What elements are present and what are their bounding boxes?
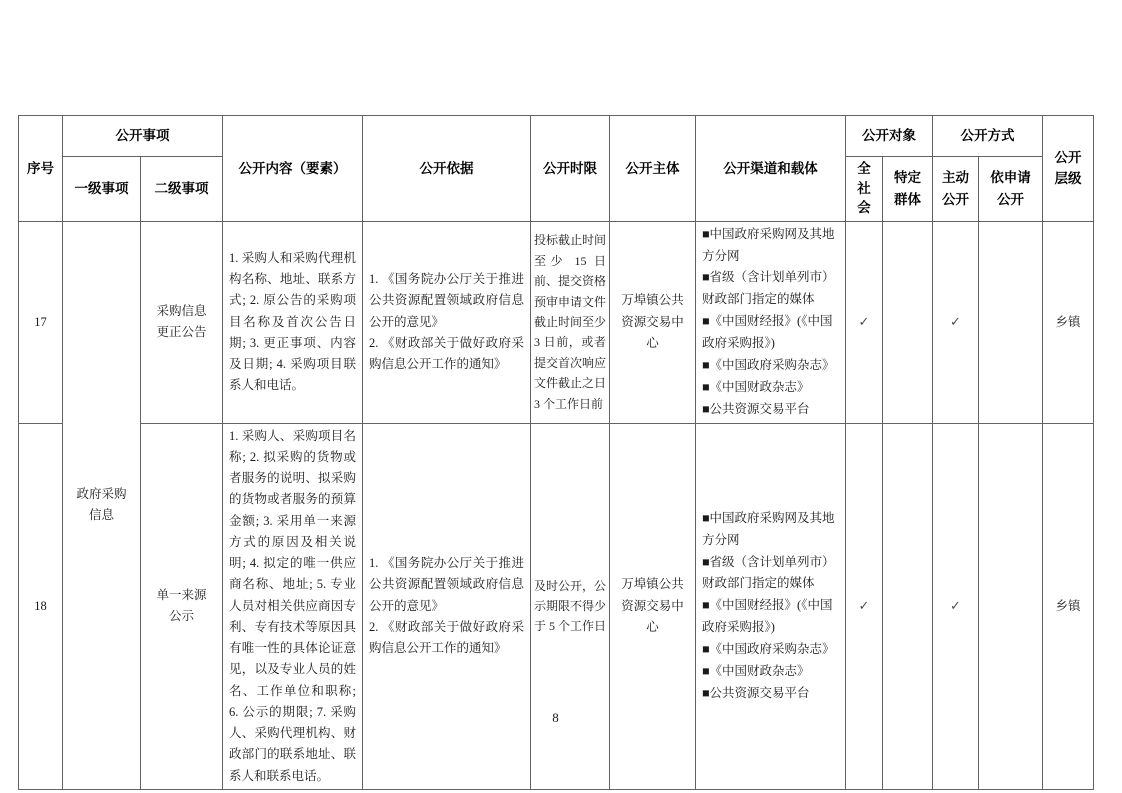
cell-audience-public-17 [846,221,883,423]
header-audience-public-label: 全社会 [857,161,871,216]
channel-item: ■《中国政府采购杂志》 [702,357,835,372]
channel-item: ■中国政府采购网及其地方分网 [702,510,835,547]
cell-method-on-request-18 [979,423,1043,789]
checkmark-icon: ✓ [858,314,870,330]
cell-level-17: 乡镇 [1043,221,1094,423]
header-content: 公开内容（要素） [223,116,363,222]
cell-time-limit-18: 及时公开，公示期限不得少于 5 个工作日 [531,423,610,789]
cell-item-l2-18 [141,423,223,789]
item-l2-label-17: 采购信息更正公告 [156,303,207,340]
header-item-level2: 二级事项 [141,157,223,222]
channel-item: ■《中国财经报》(《中国政府采购报》) [702,314,833,351]
cell-method-on-request-17 [979,221,1043,423]
checkmark-icon: ✓ [950,314,961,330]
channel-item: ■《中国财政杂志》 [702,379,810,394]
cell-audience-public-18 [846,423,883,789]
cell-content-17: 1. 采购人和采购代理机构名称、地址、联系方式; 2. 原公告的采购项目名称及首次公告日期; 3. 更正事项、内容及日期; 4. 采购项目联系人和电话。 [223,221,363,423]
checkmark-icon: ✓ [858,598,870,614]
channel-item: ■《中国政府采购杂志》 [702,642,835,657]
header-audience-public [846,157,883,222]
cell-time-limit-17: 投标截止时间至少 15 日前、提交资格预审申请文件截止时间至少 3 日前，或者提交首次响应文件截止之日 3 个工作日前 [531,221,610,423]
header-item-level1: 一级事项 [63,157,141,222]
basis-item: 2. 《财政部关于做好政府采购信息公开工作的通知》 [369,335,524,372]
cell-channels-18 [696,423,846,789]
cell-subject-17: 万埠镇公共资源交易中心 [610,221,696,423]
header-level-label: 公开层级 [1054,149,1082,187]
header-audience-group: 公开对象 [846,116,933,157]
cell-method-proactive-17 [933,221,979,423]
basis-item: 1. 《国务院办公厅关于推进公共资源配置领域政府信息公开的意见》 [369,272,524,329]
item-l2-label-18: 单一来源公示 [156,587,207,624]
checkmark-icon: ✓ [950,598,961,614]
channel-item: ■《中国财经报》(《中国政府采购报》) [702,598,833,635]
basis-item: 1. 《国务院办公厅关于推进公共资源配置领域政府信息公开的意见》 [369,556,524,613]
header-method-proactive [933,157,979,222]
cell-subject-18: 万埠镇公共资源交易中心 [610,423,696,789]
cell-level-18: 乡镇 [1043,423,1094,789]
header-basis: 公开依据 [363,116,531,222]
cell-item-l2-17 [141,221,223,423]
header-method-group: 公开方式 [933,116,1043,157]
cell-basis-18 [363,423,531,789]
header-audience-specific-label: 特定群体 [894,170,921,207]
cell-audience-specific-17 [883,221,933,423]
item-l1-label: 政府采购信息 [76,487,127,523]
channel-item: ■公共资源交易平台 [702,685,810,700]
header-channels: 公开渠道和载体 [696,116,846,222]
header-serial-number: 序号 [19,116,63,222]
header-audience-specific [883,157,933,222]
disclosure-table-container [18,115,1094,790]
cell-item-l1-merged [63,221,141,789]
header-method-on-request [979,157,1043,222]
channel-item: ■省级（含计划单列市）财政部门指定的媒体 [702,270,835,307]
cell-audience-specific-18 [883,423,933,789]
page-number: 8 [552,710,559,725]
header-subject: 公开主体 [610,116,696,222]
cell-serial-17: 17 [19,221,63,423]
disclosure-table [18,115,1094,790]
channel-item: ■中国政府采购网及其地方分网 [702,226,835,263]
header-method-proactive-label: 主动公开 [942,170,969,207]
cell-serial-18: 18 [19,423,63,789]
cell-content-18: 1. 采购人、采购项目名称; 2. 拟采购的货物或者服务的说明、拟采购的货物或者服务的预算金额; 3. 采用单一来源方式的原因及相关说明; 4. 拟定的唯一供应商名称、地址; 5. 专业人员对相关供应商因专利、专有技术等原因具有唯一性的具体论证意见，以及专业人员的姓名、工作单位和职称; 6. 公示的期限; 7. 采购人、采购代理机构、财政部门的联系地址、联系人和联系电话。 [223,423,363,789]
cell-method-proactive-18 [933,423,979,789]
cell-channels-17 [696,221,846,423]
channel-item: ■省级（含计划单列市）财政部门指定的媒体 [702,554,835,591]
header-time-limit: 公开时限 [531,116,610,222]
header-disclosure-items-group: 公开事项 [63,116,223,157]
channel-item: ■公共资源交易平台 [702,401,810,416]
basis-item: 2. 《财政部关于做好政府采购信息公开工作的通知》 [369,619,524,656]
channel-item: ■《中国财政杂志》 [702,663,810,678]
header-method-on-request-label: 依申请公开 [990,170,1031,207]
cell-basis-17 [363,221,531,423]
header-level [1043,116,1094,222]
